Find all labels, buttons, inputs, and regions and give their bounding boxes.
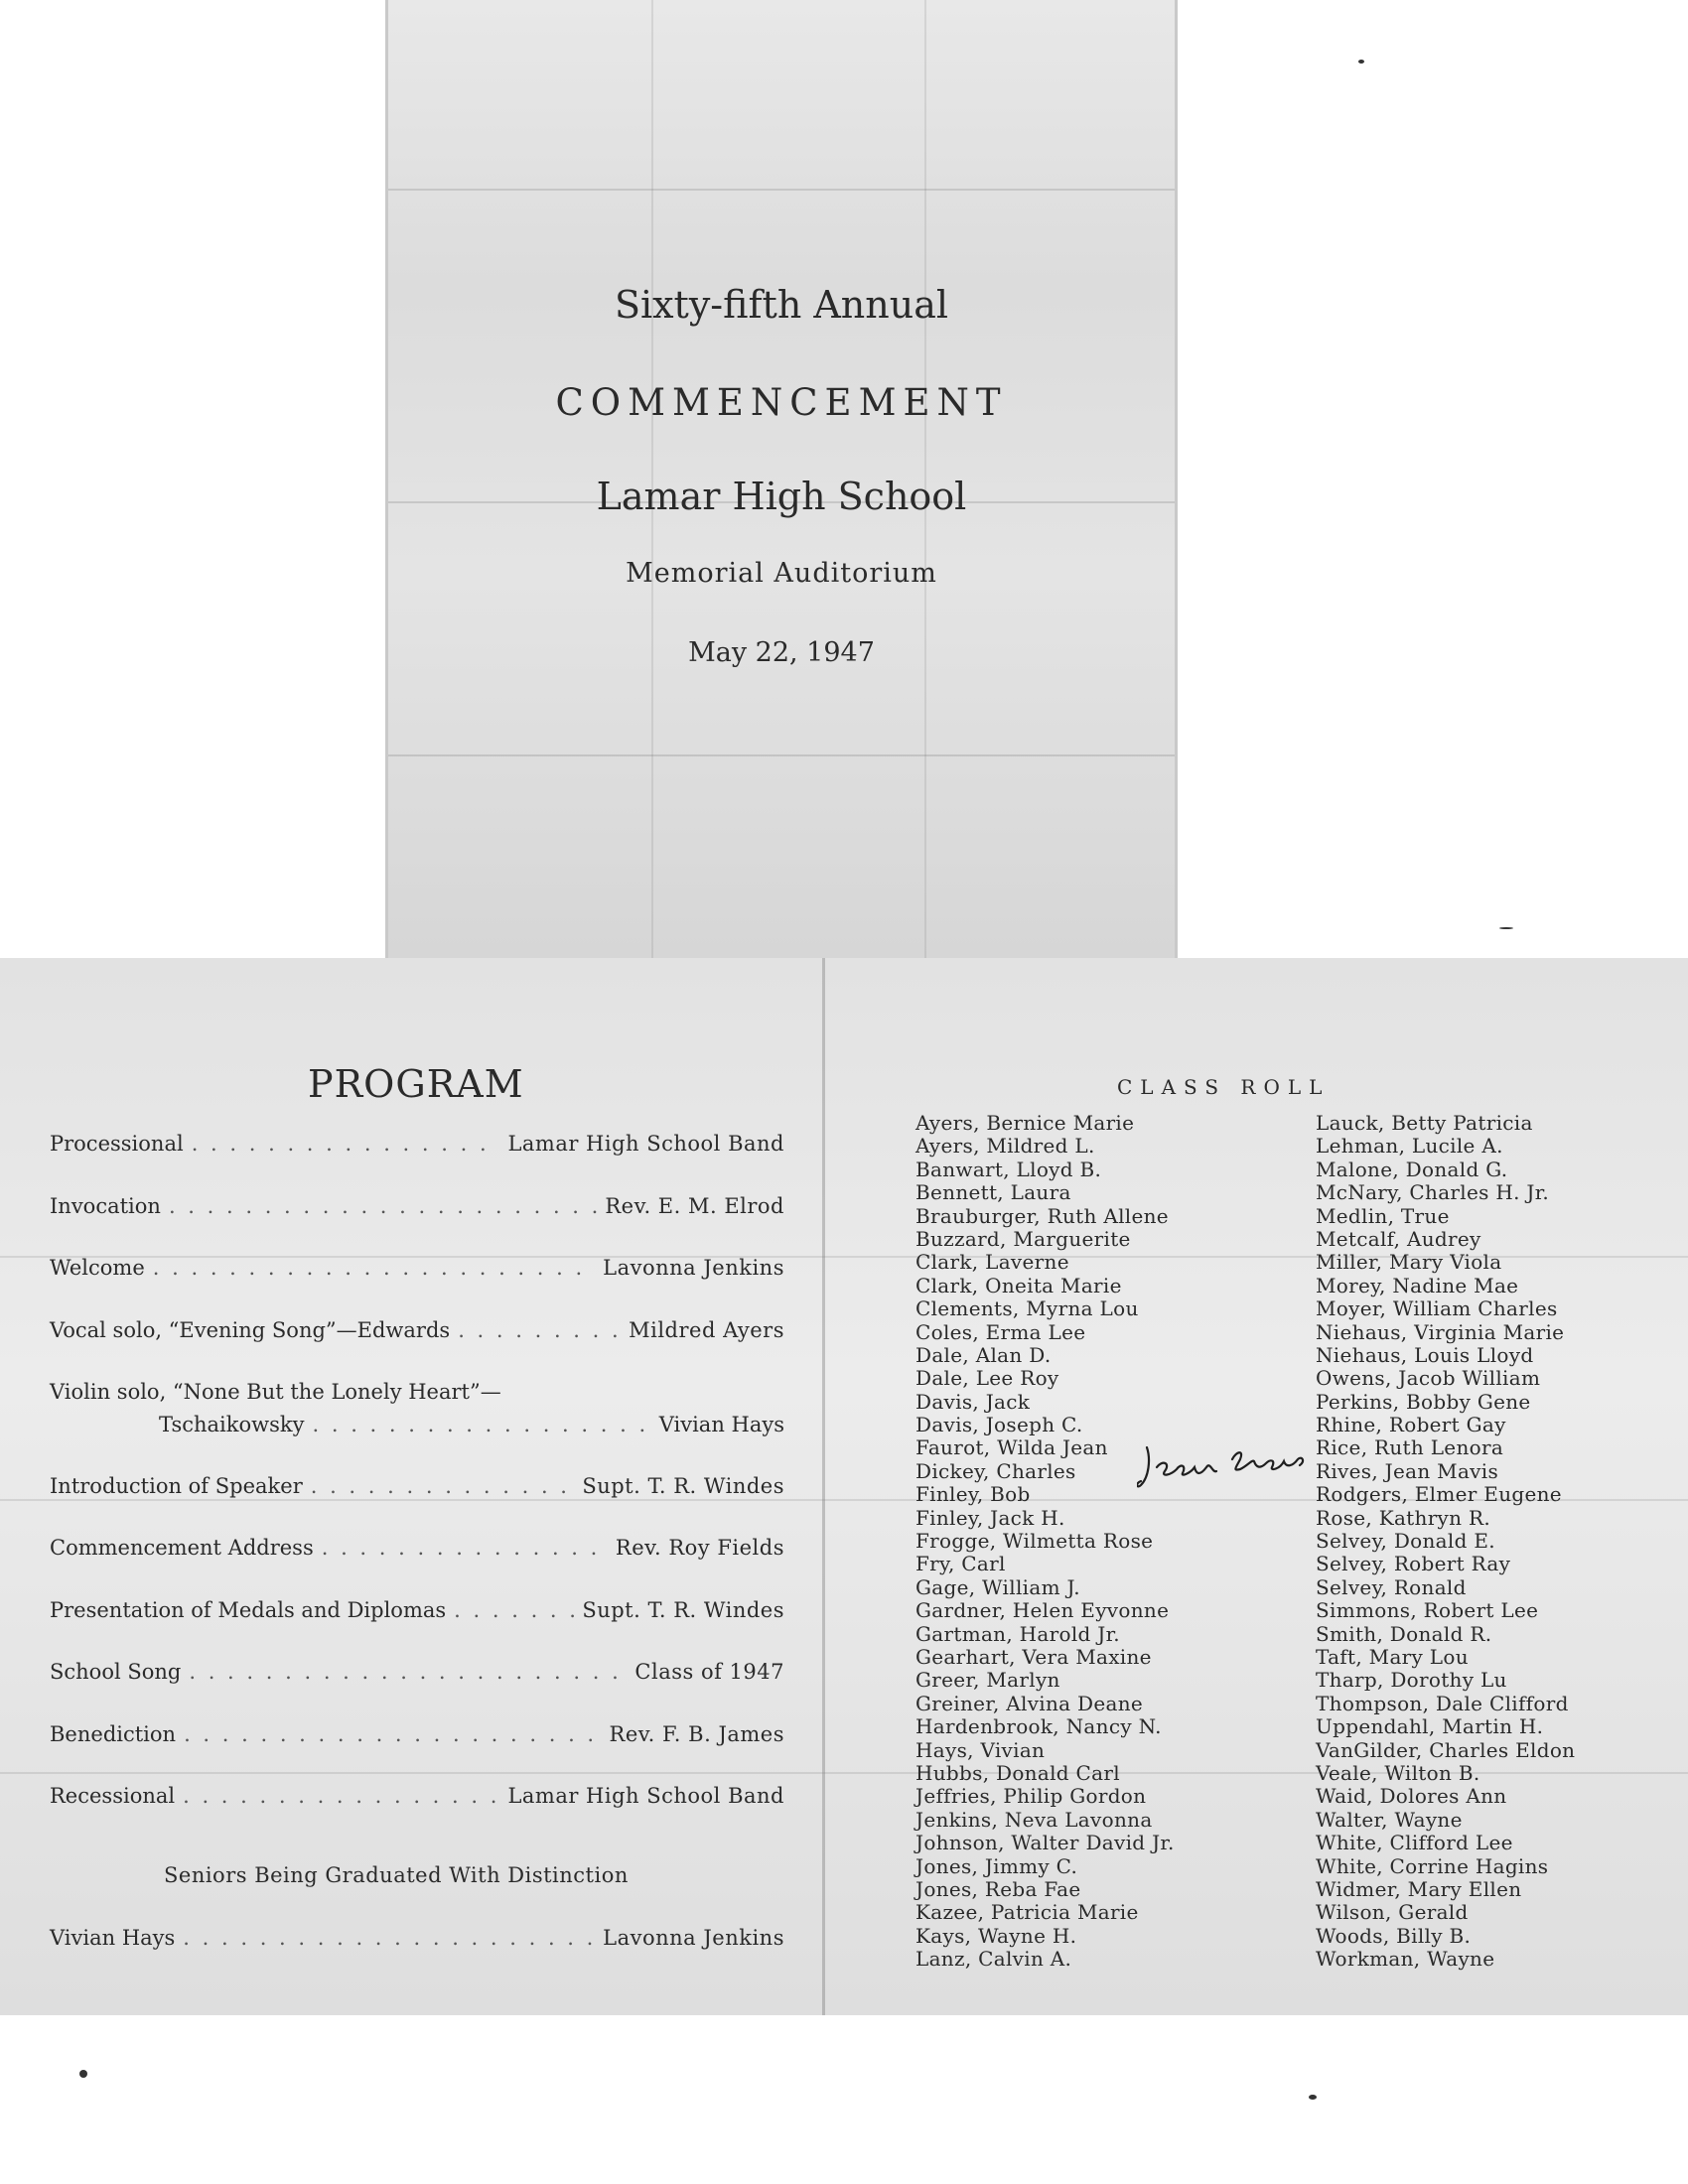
program-title: PROGRAM (308, 1062, 524, 1106)
class-roll-name: Metcalf, Audrey (1316, 1226, 1481, 1251)
paper-crease (388, 754, 1175, 756)
class-roll-name: Frogge, Wilmetta Rose (915, 1529, 1154, 1554)
inner-spread (0, 958, 1688, 2015)
cover-date: May 22, 1947 (688, 637, 875, 668)
class-roll-name: Gearhart, Vera Maxine (915, 1644, 1152, 1669)
class-roll-name: Finley, Jack H. (915, 1505, 1065, 1530)
program-item-value: Class of 1947 (634, 1660, 784, 1684)
program-item-value: Supt. T. R. Windes (582, 1474, 784, 1498)
class-roll-name: Jenkins, Neva Lavonna (915, 1807, 1153, 1832)
class-roll-name: Morey, Nadine Mae (1316, 1273, 1519, 1297)
program-item-label: Welcome (50, 1256, 145, 1280)
scan-speck (1499, 927, 1513, 929)
class-roll-name: Dale, Alan D. (915, 1342, 1052, 1367)
scan-speck (79, 2070, 87, 2078)
class-roll-name: Bennett, Laura (915, 1180, 1071, 1205)
class-roll-name: Tharp, Dorothy Lu (1316, 1668, 1507, 1693)
program-item-label: Recessional (50, 1784, 176, 1808)
class-roll-name: Davis, Jack (915, 1389, 1031, 1414)
leader-dots (183, 1784, 499, 1808)
class-roll-name: Clark, Laverne (915, 1250, 1069, 1275)
class-roll-name: Rose, Kathryn R. (1316, 1505, 1491, 1530)
class-roll-name: Gartman, Harold Jr. (915, 1621, 1120, 1646)
program-item (50, 1132, 784, 1156)
leader-dots (322, 1536, 608, 1560)
cover-title: COMMENCEMENT (555, 381, 1008, 424)
program-item (50, 1598, 784, 1622)
class-roll-name: Rice, Ruth Lenora (1316, 1435, 1504, 1460)
leader-dots (192, 1132, 500, 1156)
class-roll-name: Ayers, Bernice Marie (915, 1111, 1135, 1135)
program-item-label: Presentation of Medals and Diplomas (50, 1598, 447, 1622)
program-item-value: Rev. E. M. Elrod (605, 1194, 784, 1218)
class-roll-name: Clark, Oneita Marie (915, 1273, 1122, 1297)
leader-dots (183, 1926, 595, 1950)
class-roll-name: Ayers, Mildred L. (915, 1134, 1095, 1159)
program-item-label: Tschaikowsky (159, 1413, 305, 1436)
program-item-label: Benediction (50, 1722, 177, 1746)
class-roll-name: Fry, Carl (915, 1552, 1006, 1576)
program-item (50, 1784, 784, 1808)
class-roll-name: Rhine, Robert Gay (1316, 1413, 1506, 1437)
class-roll-name: Greiner, Alvina Deane (915, 1691, 1144, 1715)
class-roll-name: Uppendahl, Martin H. (1316, 1714, 1544, 1739)
cover-panel (385, 0, 1178, 958)
leader-dots (311, 1474, 575, 1498)
class-roll-name: Smith, Donald R. (1316, 1621, 1492, 1646)
class-roll-name: Davis, Joseph C. (915, 1413, 1083, 1437)
class-roll-name: Widmer, Mary Ellen (1316, 1876, 1522, 1901)
program-item-label: Invocation (50, 1194, 161, 1218)
center-fold (822, 958, 825, 2015)
program-item-label: Vocal solo, “Evening Song”—Edwards (50, 1318, 451, 1342)
class-roll-name: Hays, Vivian (915, 1737, 1046, 1762)
class-roll-name: Medlin, True (1316, 1203, 1450, 1228)
class-roll-name: Buzzard, Marguerite (915, 1226, 1131, 1251)
class-roll-name: Miller, Mary Viola (1316, 1250, 1502, 1275)
class-roll-name: Brauburger, Ruth Allene (915, 1203, 1169, 1228)
program-item (50, 1660, 784, 1684)
distinction-name: Vivian Hays (50, 1926, 176, 1950)
class-roll-name: Lanz, Calvin A. (915, 1947, 1072, 1972)
class-roll-name: Walter, Wayne (1316, 1807, 1463, 1832)
class-roll-name: Johnson, Walter David Jr. (915, 1831, 1175, 1855)
program-item-value: Rev. Roy Fields (615, 1536, 784, 1560)
distinction-name: Lavonna Jenkins (603, 1926, 784, 1950)
class-roll-name: Jones, Jimmy C. (915, 1853, 1078, 1878)
class-roll-name: Hardenbrook, Nancy N. (915, 1714, 1162, 1739)
program-item-label: School Song (50, 1660, 182, 1684)
distinction-row (50, 1926, 784, 1950)
handwritten-signature (1137, 1430, 1316, 1499)
class-roll-right-column (1316, 1112, 1575, 1971)
program-item-value: Mildred Ayers (629, 1318, 784, 1342)
program-item-value: Vivian Hays (658, 1413, 784, 1436)
program-item (50, 1380, 784, 1404)
class-roll-name: Coles, Erma Lee (915, 1319, 1086, 1344)
distinction-heading: Seniors Being Graduated With Distinction (164, 1863, 629, 1887)
class-roll-name: McNary, Charles H. Jr. (1316, 1180, 1550, 1205)
program-item-value: Lavonna Jenkins (603, 1256, 784, 1280)
class-roll-left-column (915, 1112, 1175, 1971)
class-roll-name: Lehman, Lucile A. (1316, 1134, 1503, 1159)
class-roll-name: Rodgers, Elmer Eugene (1316, 1482, 1562, 1507)
program-item (50, 1474, 784, 1498)
cover-school: Lamar High School (596, 475, 967, 518)
program-item (50, 1536, 784, 1560)
class-roll-name: Veale, Wilton B. (1316, 1760, 1480, 1785)
program-item-value: Lamar High School Band (507, 1784, 784, 1808)
class-roll-name: Jones, Reba Fae (915, 1876, 1081, 1901)
class-roll-name: Faurot, Wilda Jean (915, 1435, 1108, 1460)
class-roll-name: Dickey, Charles (915, 1458, 1076, 1483)
class-roll-name: VanGilder, Charles Eldon (1316, 1737, 1576, 1762)
class-roll-name: Perkins, Bobby Gene (1316, 1389, 1531, 1414)
class-roll-name: Simmons, Robert Lee (1316, 1598, 1539, 1623)
class-roll-name: Niehaus, Louis Lloyd (1316, 1342, 1534, 1367)
leader-dots (153, 1256, 595, 1280)
leader-dots (184, 1722, 601, 1746)
class-roll-name: Greer, Marlyn (915, 1668, 1060, 1693)
program-item (50, 1194, 784, 1218)
class-roll-name: Gage, William J. (915, 1574, 1080, 1599)
leader-dots (189, 1660, 627, 1684)
program-item-value: Rev. F. B. James (609, 1722, 784, 1746)
class-roll-title: CLASS ROLL (1117, 1075, 1331, 1099)
class-roll-name: Jeffries, Philip Gordon (915, 1784, 1147, 1809)
class-roll-name: Kazee, Patricia Marie (915, 1900, 1139, 1925)
class-roll-name: White, Corrine Hagins (1316, 1853, 1549, 1878)
class-roll-name: Taft, Mary Lou (1316, 1644, 1469, 1669)
program-item (50, 1256, 784, 1280)
leader-dots (458, 1318, 621, 1342)
class-roll-name: Woods, Billy B. (1316, 1923, 1472, 1948)
scan-speck (1358, 60, 1364, 64)
program-item-label: Processional (50, 1132, 184, 1156)
class-roll-name: Wilson, Gerald (1316, 1900, 1469, 1925)
leader-dots (169, 1194, 597, 1218)
class-roll-name: Clements, Myrna Lou (915, 1297, 1139, 1321)
class-roll-name: Moyer, William Charles (1316, 1297, 1558, 1321)
program-item (50, 1722, 784, 1746)
class-roll-name: White, Clifford Lee (1316, 1831, 1513, 1855)
class-roll-name: Malone, Donald G. (1316, 1157, 1508, 1181)
class-roll-name: Hubbs, Donald Carl (915, 1760, 1120, 1785)
class-roll-name: Lauck, Betty Patricia (1316, 1111, 1533, 1135)
class-roll-name: Rives, Jean Mavis (1316, 1458, 1499, 1483)
class-roll-name: Selvey, Robert Ray (1316, 1552, 1511, 1576)
program-item-label: Commencement Address (50, 1536, 314, 1560)
cover-venue: Memorial Auditorium (626, 558, 937, 589)
class-roll-name: Thompson, Dale Clifford (1316, 1691, 1569, 1715)
class-roll-name: Owens, Jacob William (1316, 1366, 1541, 1391)
class-roll-name: Selvey, Donald E. (1316, 1529, 1495, 1554)
program-item (50, 1318, 784, 1342)
program-item-value: Lamar High School Band (507, 1132, 784, 1156)
leader-dots (454, 1598, 574, 1622)
class-roll-name: Niehaus, Virginia Marie (1316, 1319, 1565, 1344)
class-roll-name: Selvey, Ronald (1316, 1574, 1467, 1599)
class-roll-name: Dale, Lee Roy (915, 1366, 1059, 1391)
class-roll-name: Finley, Bob (915, 1482, 1031, 1507)
scan-speck (1309, 2095, 1317, 2100)
class-roll-name: Kays, Wayne H. (915, 1923, 1077, 1948)
program-item-label: Introduction of Speaker (50, 1474, 303, 1498)
program-item-label: Violin solo, “None But the Lonely Heart”— (50, 1380, 501, 1404)
paper-crease (388, 189, 1175, 191)
program-item-continuation (159, 1413, 784, 1436)
leader-dots (313, 1413, 651, 1436)
class-roll-name: Gardner, Helen Eyvonne (915, 1598, 1170, 1623)
cover-annual: Sixty-fifth Annual (614, 283, 949, 327)
class-roll-name: Banwart, Lloyd B. (915, 1157, 1102, 1181)
class-roll-name: Waid, Dolores Ann (1316, 1784, 1507, 1809)
class-roll-name: Workman, Wayne (1316, 1947, 1495, 1972)
program-item-value: Supt. T. R. Windes (582, 1598, 784, 1622)
